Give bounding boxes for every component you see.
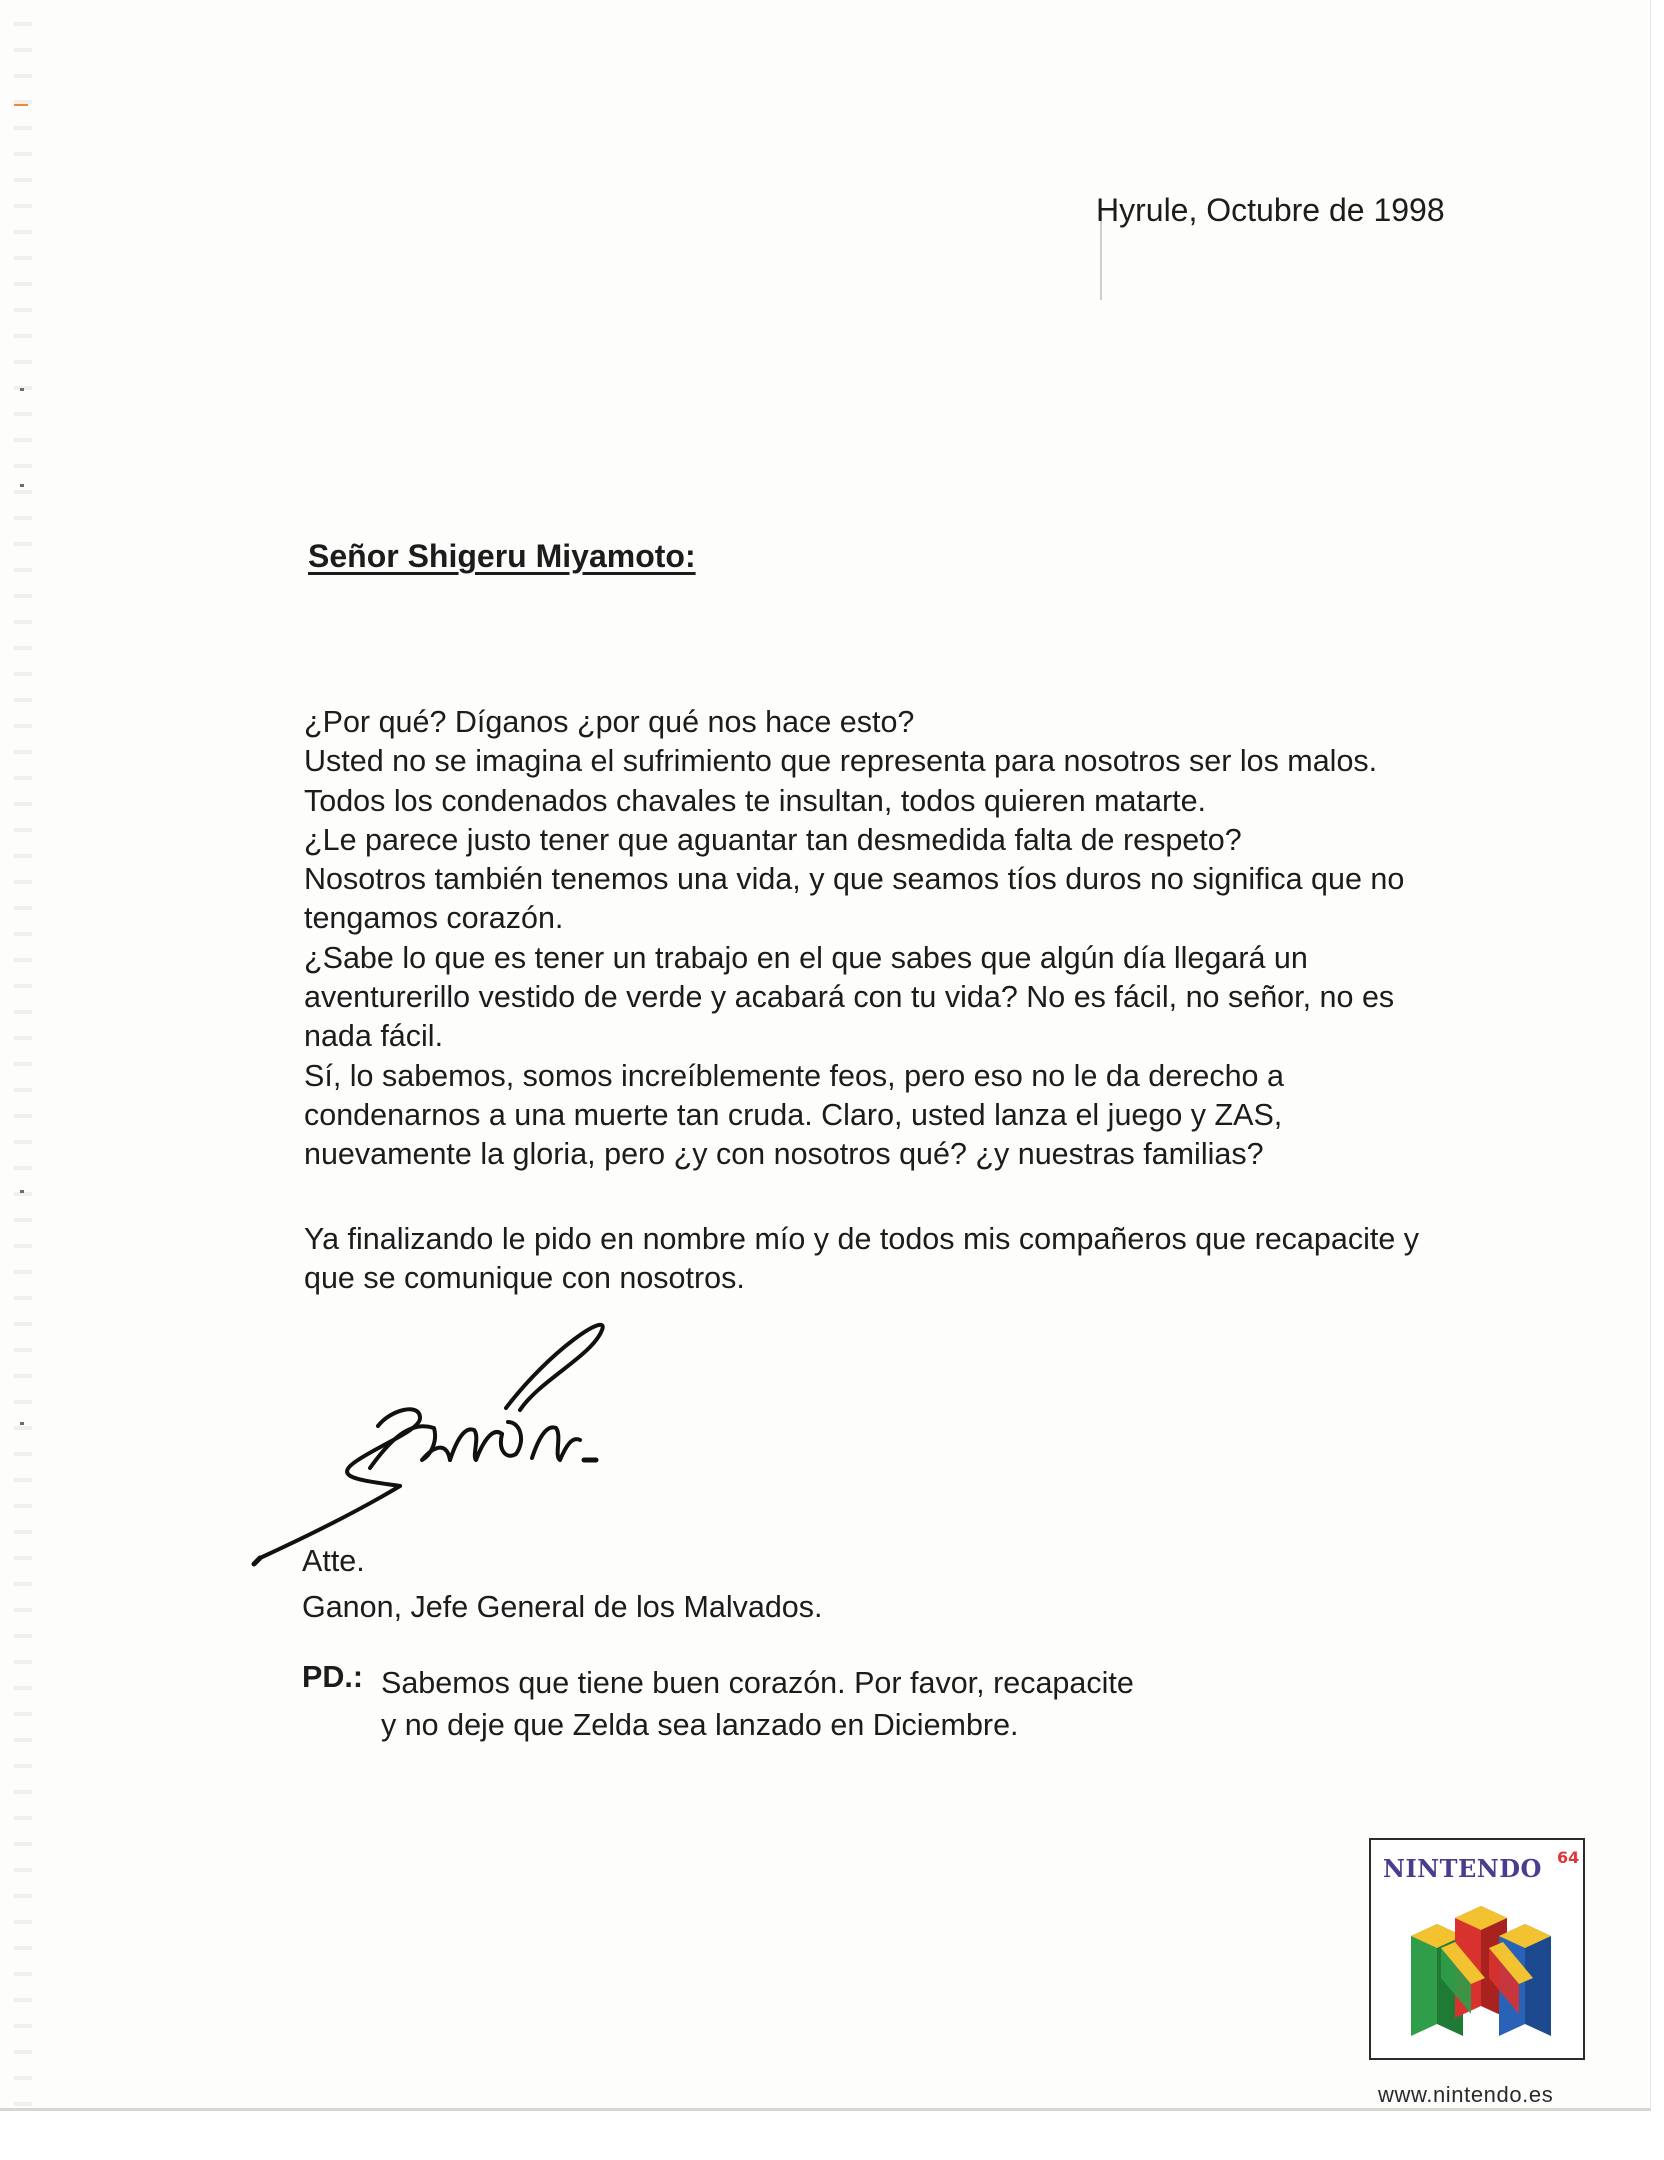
nintendo64-logo <box>1369 1838 1585 2060</box>
signer-name: Ganon, Jefe General de los Malvados. <box>302 1590 823 1624</box>
scan-speck <box>20 388 24 391</box>
body-line: ¿Le parece justo tener que aguantar tan desmedida falta de respeto? <box>304 822 1242 857</box>
closing-line: Ya finalizando le pido en nombre mío y de todos mis compañeros que recapacite y <box>304 1222 1420 1256</box>
body-line: nada fácil. <box>304 1019 444 1054</box>
website-url: www.nintendo.es <box>1378 2082 1554 2107</box>
brand-name: NINTENDO <box>1383 1854 1542 1883</box>
n64-cube-logo-icon <box>1411 1896 1551 2046</box>
fold-mark <box>14 104 28 106</box>
postscript-label: PD.: <box>302 1660 363 1694</box>
body-line: ¿Por qué? Díganos ¿por qué nos hace esto? <box>304 705 915 739</box>
body-line: Sí, lo sabemos, somos increíblemente feos, pero eso no le da derecho a <box>304 1058 1284 1093</box>
body-line: Nosotros también tenemos una vida, y que seamos tíos duros no significa que no <box>304 862 1405 897</box>
sign-off: Atte. <box>302 1544 365 1578</box>
body-line: aventurerillo vestido de verde y acabará con tu vida? No es fácil, no señor, no es <box>304 980 1395 1015</box>
letter-date: Hyrule, Octubre de 1998 <box>1096 192 1445 228</box>
sign-off-block <box>302 1538 823 1630</box>
scan-speck <box>20 1422 24 1425</box>
body-line: tengamos corazón. <box>304 901 564 936</box>
postscript-line: y no deje que Zelda sea lanzado en Diciembre. <box>381 1708 1019 1742</box>
closing-line: que se comunique con nosotros. <box>304 1261 745 1296</box>
ganon-signature <box>250 1310 650 1570</box>
body-line: Todos los condenados chavales te insultan, todos quieren matarte. <box>304 783 1207 818</box>
salutation: Señor Shigeru Miyamoto: <box>308 538 696 574</box>
brand-superscript: 64 <box>1557 1848 1580 1867</box>
body-line: ¿Sabe lo que es tener un trabajo en el que sabes que algún día llegará un <box>304 940 1308 975</box>
body-line: condenarnos a una muerte tan cruda. Claro, usted lanza el juego y ZAS, <box>304 1097 1283 1132</box>
postscript-line: Sabemos que tiene buen corazón. Por favor, recapacite <box>381 1666 1134 1700</box>
letter-body <box>304 703 1434 1175</box>
body-line: Usted no se imagina el sufrimiento que representa para nosotros ser los malos. <box>304 744 1378 779</box>
letter-closing <box>304 1220 1434 1299</box>
postscript-text <box>381 1662 1181 1746</box>
body-line: nuevamente la gloria, pero ¿y con nosotros qué? ¿y nuestras familias? <box>304 1137 1264 1172</box>
scan-edge <box>14 0 32 2108</box>
scan-speck <box>20 484 24 487</box>
scan-speck <box>20 1190 24 1193</box>
